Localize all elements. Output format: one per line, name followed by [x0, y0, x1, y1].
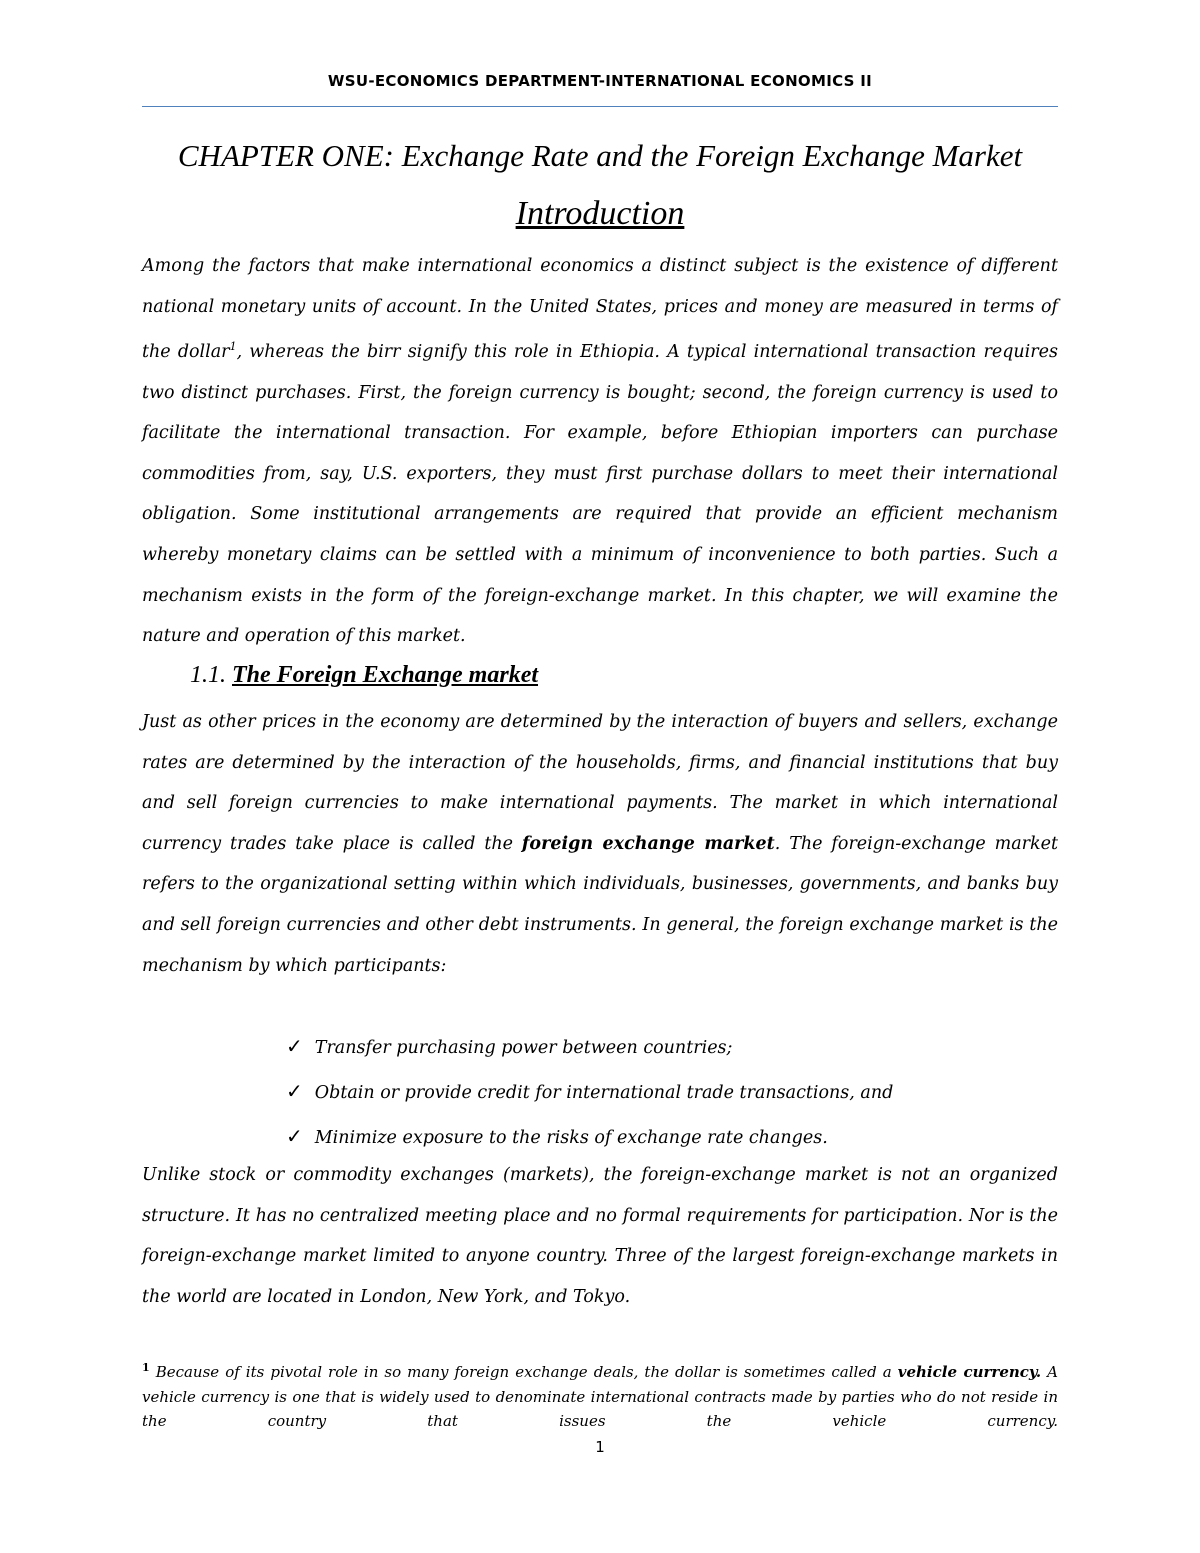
section-number: 1.1. — [190, 662, 226, 688]
introduction-heading: Introduction — [515, 195, 685, 232]
footnote-text-1: Because of its pivotal role in so many foreign exchange deals, the dollar is sometimes called a — [155, 1363, 898, 1381]
footnote-bold-term: vehicle currency. — [897, 1363, 1042, 1381]
footnote — [142, 1356, 1058, 1434]
intro-paragraph-text-1: Among the factors that make international economics a distinct subject is the existence of different national monetary units of account. In the United States, prices and money are measured in terms of the dollar — [142, 256, 1058, 363]
checkmark-icon: ✓ — [286, 1079, 303, 1103]
header-rule — [142, 106, 1058, 107]
section-paragraph — [142, 702, 1058, 986]
list-item — [286, 1069, 893, 1114]
footnote-text-2: A vehicle currency is one that is widely used to denominate international contracts made by parties who do not reside in the country that issues the vehicle currency. — [142, 1363, 1058, 1430]
list-item-text: Minimize exposure to the risks of exchange rate changes. — [314, 1128, 828, 1148]
bold-term: foreign exchange market — [521, 833, 775, 854]
checkmark-icon: ✓ — [286, 1124, 303, 1148]
intro-paragraph — [142, 246, 1058, 657]
closing-paragraph: Unlike stock or commodity exchanges (markets), the foreign-exchange market is not an organized structure. It has no centralized meeting place and no formal requirements for participation. Nor is the foreign-exchange market limited to anyone country. Three of the largest foreign-exchange markets in the world are located in London, New York, and Tokyo. — [142, 1165, 1058, 1307]
list-item — [286, 1114, 893, 1159]
chapter-title: CHAPTER ONE: Exchange Rate and the Foreign Exchange Market — [177, 138, 1023, 173]
intro-paragraph-text-2: , whereas the birr signify this role in Ethiopia. A typical international transaction requires two distinct purchases. First, the foreign currency is bought; second, the foreign currency is used to facilitate the international transaction. For example, before Ethiopian importers can purchase commodities from, say, U.S. exporters, they must first purchase dollars to meet their international obligation. Some institutional arrangements are required that provide an efficient mechanism whereby monetary claims can be settled with a minimum of inconvenience to both parties. Such a mechanism exists in the form of the foreign-exchange market. In this chapter, we will examine the nature and operation of this market. — [142, 342, 1058, 647]
participant-functions-list — [286, 1024, 893, 1159]
list-item-text: Obtain or provide credit for international trade transactions, and — [314, 1083, 894, 1103]
footnote-reference: 1 — [229, 340, 237, 354]
section-paragraph-text-1: Just as other prices in the economy are determined by the interaction of buyers and sellers, exchange rates are determined by the interaction of the households, firms, and financial institutions that buy and sell foreign currencies to make international payments. The market in which international currency trades take place is called the — [142, 712, 1058, 854]
footnote-marker: 1 — [142, 1361, 150, 1374]
list-item-text: Transfer purchasing power between countries; — [314, 1038, 733, 1058]
section-title: The Foreign Exchange market — [232, 662, 539, 688]
section-paragraph-text-2: . The foreign-exchange market refers to the organizational setting within which individuals, businesses, governments, and banks buy and sell foreign currencies and other debt instruments. In general, the foreign exchange market is the mechanism by which participants: — [142, 833, 1059, 976]
list-item — [286, 1024, 893, 1069]
checkmark-icon: ✓ — [286, 1034, 303, 1058]
running-header: WSU-ECONOMICS DEPARTMENT-INTERNATIONAL ECONOMICS II — [327, 72, 873, 90]
page-number: 1 — [595, 1438, 605, 1456]
section-heading — [190, 657, 538, 693]
